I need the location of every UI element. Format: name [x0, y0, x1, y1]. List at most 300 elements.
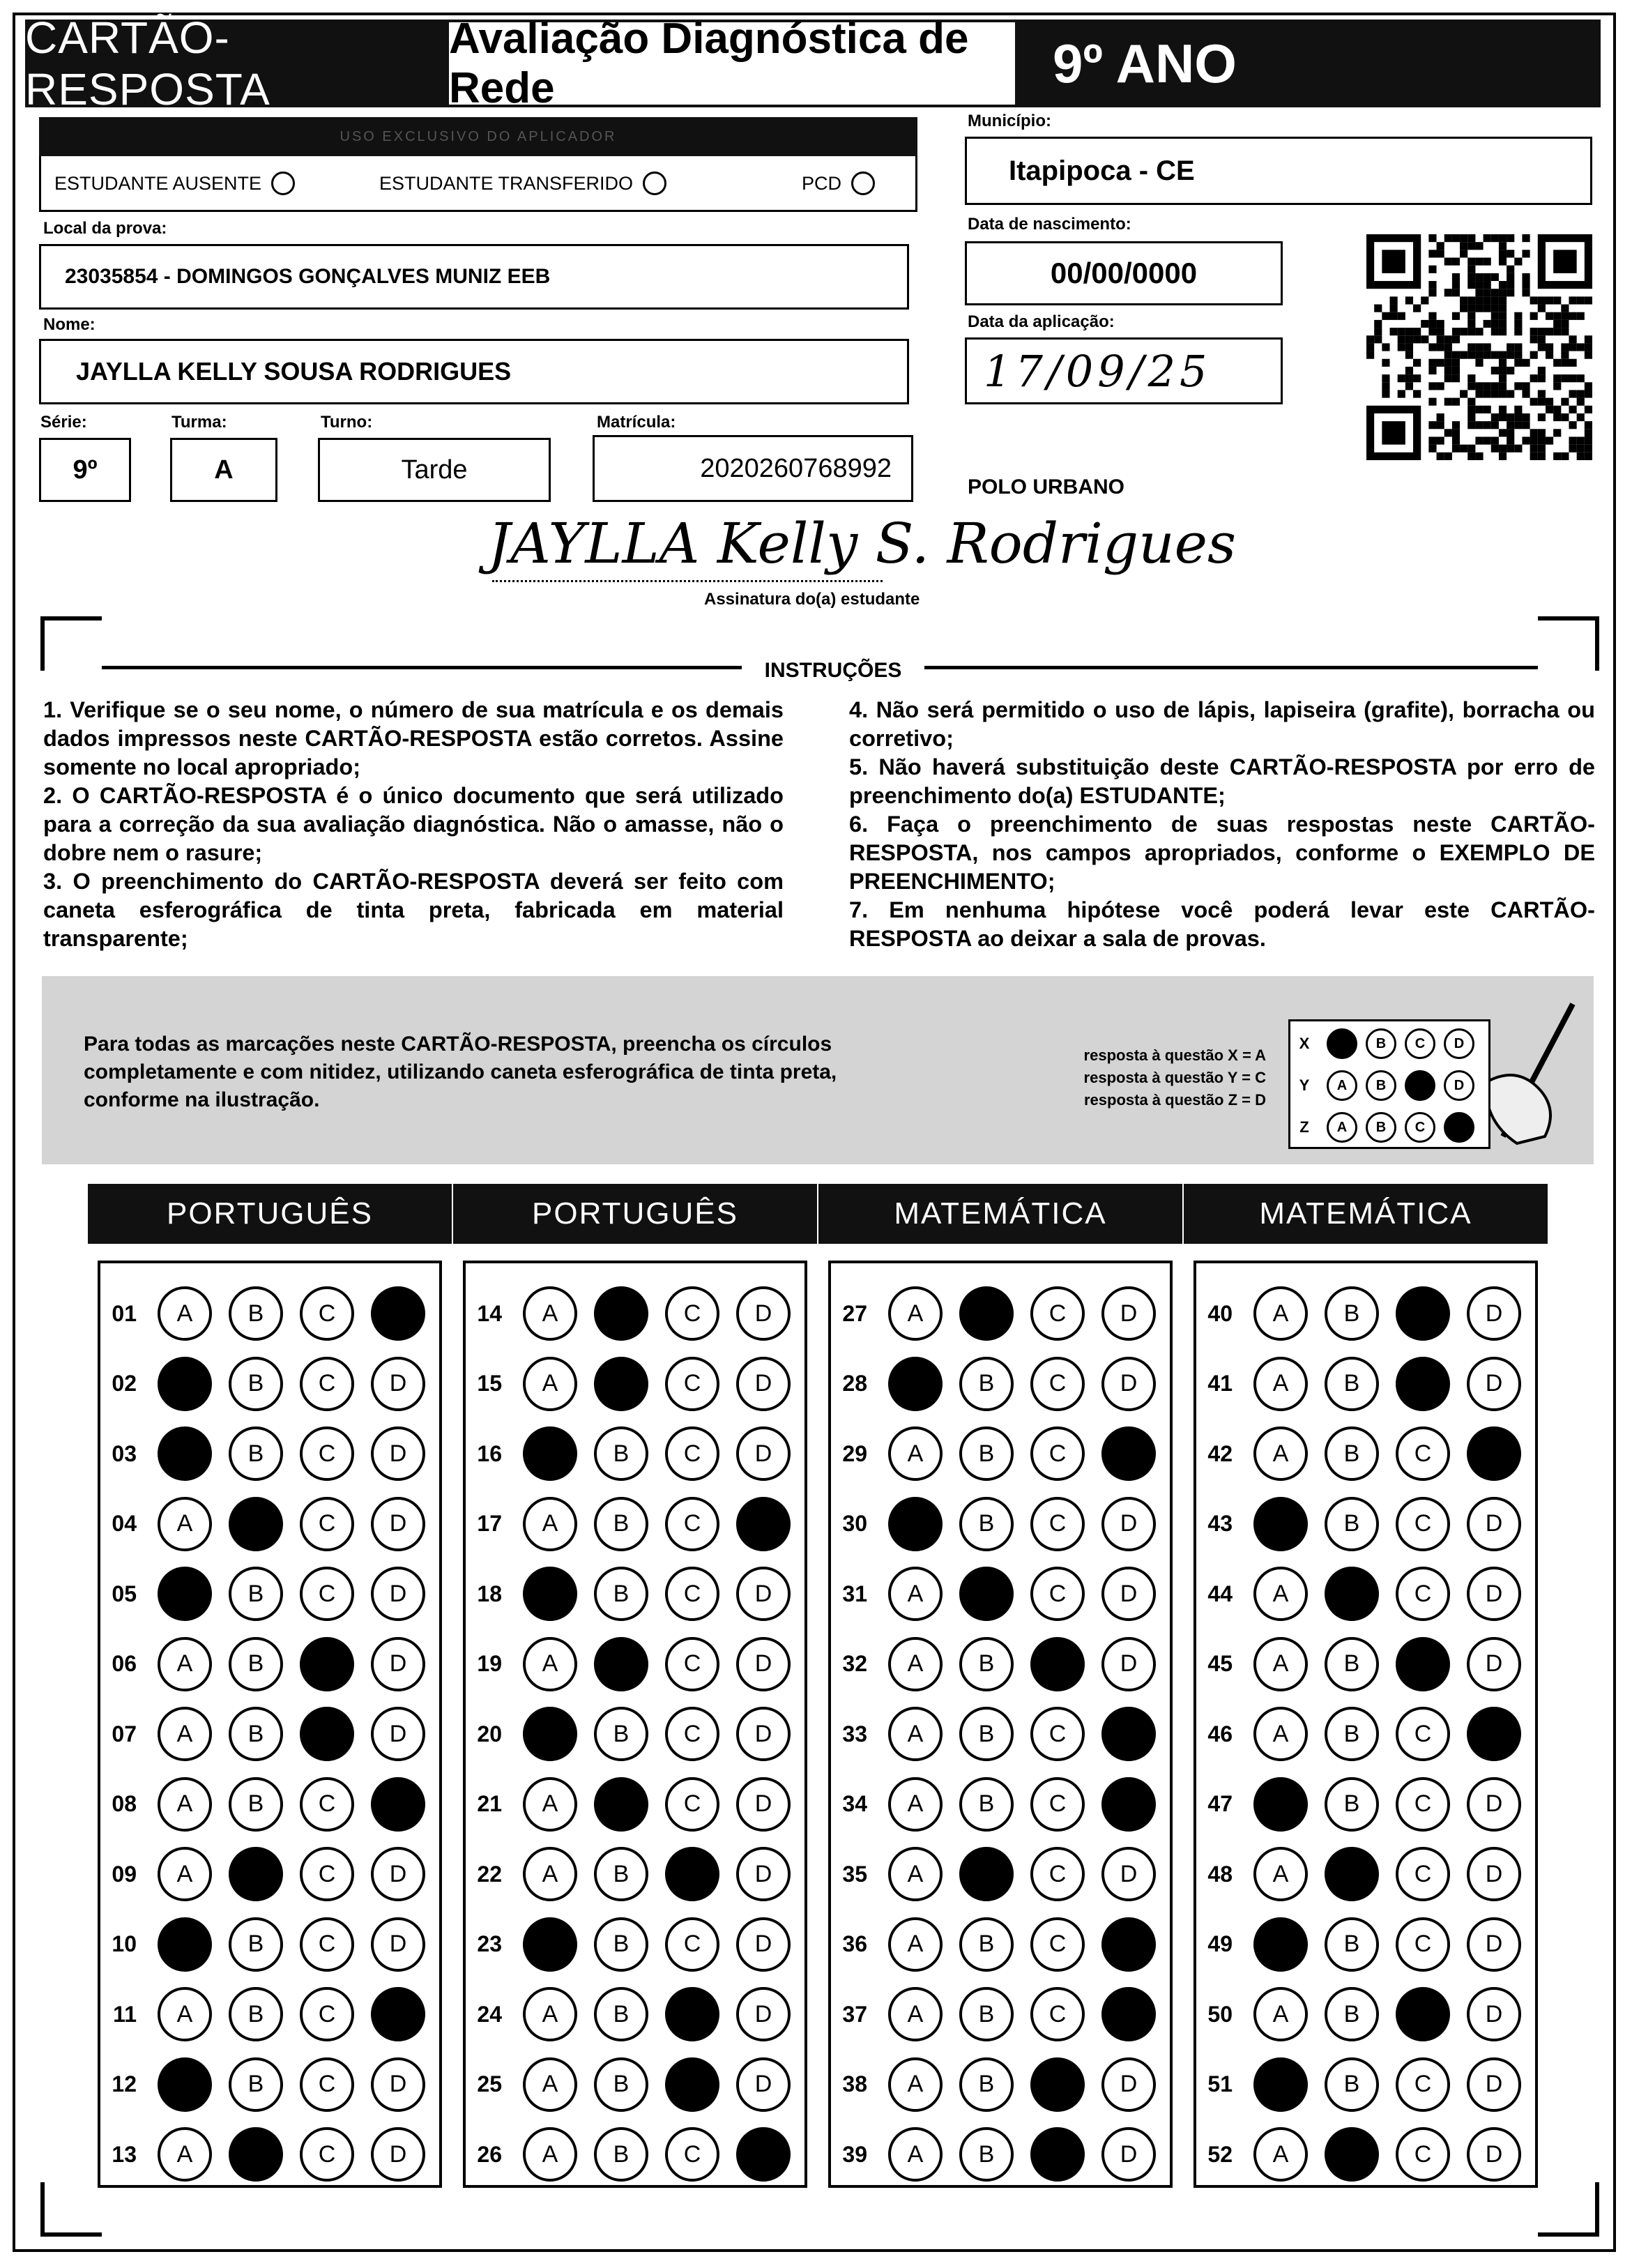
answer-bubble-b[interactable] [959, 1777, 1014, 1832]
answer-bubble-c[interactable] [1396, 1777, 1450, 1832]
answer-bubble-d[interactable] [371, 1637, 425, 1691]
example-question: Z [1299, 1118, 1309, 1136]
answer-bubble-c[interactable] [1030, 1847, 1085, 1901]
answer-bubble-c[interactable] [300, 1286, 354, 1341]
answer-bubble-b[interactable] [1325, 1497, 1379, 1551]
qr-module [1475, 351, 1483, 359]
matricula-field [593, 435, 913, 502]
answer-bubble-d[interactable] [371, 2057, 425, 2112]
bubble-letter: D [389, 2071, 407, 2097]
answer-bubble-c[interactable] [1030, 1777, 1085, 1832]
subject-header: MATEMÁTICA [818, 1184, 1182, 1244]
answer-bubble-a[interactable] [523, 1567, 577, 1621]
qr-module [1437, 382, 1444, 390]
answer-bubble-c[interactable] [300, 1497, 354, 1551]
answer-bubble-b[interactable] [959, 1847, 1014, 1901]
answer-bubble-c[interactable] [1030, 1637, 1085, 1691]
question-row [466, 2050, 791, 2119]
answer-bubble-c[interactable] [1030, 1286, 1085, 1341]
answer-bubble-d[interactable] [736, 1286, 791, 1341]
qr-module [1507, 273, 1514, 281]
answer-bubble-a[interactable] [158, 1426, 212, 1481]
answer-bubble-c[interactable] [1396, 1707, 1450, 1761]
answer-bubble-d[interactable] [1467, 1707, 1521, 1761]
answer-bubble-c[interactable] [665, 1707, 719, 1761]
answer-bubble-d[interactable] [1101, 1357, 1156, 1411]
answer-bubble-c[interactable] [1396, 1357, 1450, 1411]
bubble-letter: A [907, 1300, 924, 1327]
answer-bubble-b[interactable] [959, 1987, 1014, 2041]
answer-bubble-b[interactable] [229, 2127, 283, 2182]
answer-bubble-d[interactable] [736, 2127, 791, 2182]
bubble-letter: C [1414, 1860, 1432, 1887]
answer-bubble-c[interactable] [665, 1426, 719, 1481]
qr-module [1475, 273, 1483, 281]
question-row [1196, 1979, 1521, 2049]
answer-bubble-a[interactable] [523, 1707, 577, 1761]
answer-bubble-b[interactable] [594, 1497, 648, 1551]
answer-bubble-b[interactable] [959, 1286, 1014, 1341]
answer-bubble-d[interactable] [1101, 1637, 1156, 1691]
answer-bubble-c[interactable] [300, 1777, 354, 1832]
legend-item: resposta à questão X = A [1083, 1047, 1266, 1064]
answer-bubble-c[interactable] [1030, 1567, 1085, 1621]
qr-module [1460, 296, 1467, 304]
bubble-letter: D [1485, 2140, 1503, 2168]
qr-module [1366, 335, 1374, 343]
answer-bubble-d[interactable] [736, 1426, 791, 1481]
qr-module [1484, 421, 1491, 429]
answer-bubble-b[interactable] [959, 1426, 1014, 1481]
answer-bubble-c[interactable] [1030, 2057, 1085, 2112]
answer-bubble-a[interactable] [1253, 2127, 1308, 2182]
answer-bubble-d[interactable] [1467, 1847, 1521, 1901]
qr-module [1374, 305, 1382, 312]
answer-bubble-b[interactable] [1325, 1987, 1379, 2041]
answer-bubble-c[interactable] [1396, 1917, 1450, 1972]
instructions-rule-left [102, 666, 742, 669]
answer-bubble-d[interactable] [1101, 2127, 1156, 2182]
answer-bubble-a[interactable] [888, 1567, 943, 1621]
answer-bubble-d[interactable] [371, 1847, 425, 1901]
answer-bubble-d[interactable] [1467, 1357, 1521, 1411]
qr-module [1553, 406, 1561, 413]
answer-bubble-a[interactable] [523, 1637, 577, 1691]
turma-label: Turma: [171, 413, 227, 432]
answer-bubble-d[interactable] [1467, 2127, 1521, 2182]
answer-bubble-d[interactable] [1467, 1286, 1521, 1341]
absent-option[interactable] [54, 172, 295, 195]
qr-module [1475, 390, 1483, 397]
answer-bubble-d[interactable] [1101, 1286, 1156, 1341]
answer-bubble-d[interactable] [1467, 2057, 1521, 2112]
answer-bubble-a[interactable] [888, 1357, 943, 1411]
answer-bubble-b[interactable] [229, 1497, 283, 1551]
answer-bubble-a[interactable] [888, 1707, 943, 1761]
qr-module [1491, 445, 1499, 452]
answer-bubble-d[interactable] [736, 1707, 791, 1761]
qr-module [1444, 289, 1452, 296]
answer-bubble-b[interactable] [229, 1567, 283, 1621]
question-row [100, 1770, 425, 1839]
answer-bubble-c[interactable] [1030, 1917, 1085, 1972]
answer-bubble-d[interactable] [371, 1286, 425, 1341]
qr-module [1428, 250, 1436, 257]
qr-module [1444, 374, 1452, 382]
answer-bubble-c[interactable] [1396, 1987, 1450, 2041]
answer-bubble-a[interactable] [1253, 1917, 1308, 1972]
answer-bubble-c[interactable] [1030, 1707, 1085, 1761]
example-text: Para todas as marcações neste CARTÃO-RESPOSTA, preencha os círculos completamente e com nitidez, utilizando caneta esferográfica de tinta preta, conforme na ilustração. [84, 1033, 837, 1111]
answer-bubble-b[interactable] [959, 1637, 1014, 1691]
answer-bubble-c[interactable] [1030, 1357, 1085, 1411]
question-row [466, 1979, 791, 2049]
answer-bubble-a[interactable] [888, 1426, 943, 1481]
answer-bubble-c[interactable] [300, 2127, 354, 2182]
answer-bubble-c[interactable] [665, 1987, 719, 2041]
answer-bubble-a[interactable] [158, 1707, 212, 1761]
answer-bubble-a[interactable] [888, 1637, 943, 1691]
pcd-option[interactable] [802, 172, 875, 195]
question-number: 22 [477, 1861, 502, 1887]
answer-bubble-a[interactable] [888, 1286, 943, 1341]
corner-mark [1538, 616, 1599, 671]
answer-bubble-c[interactable] [665, 1847, 719, 1901]
transferred-circle[interactable] [643, 172, 666, 195]
answer-bubble-c[interactable] [1396, 1286, 1450, 1341]
qr-module [1428, 312, 1436, 320]
subject-header: MATEMÁTICA [1184, 1184, 1548, 1244]
qr-module [1475, 258, 1483, 266]
answer-bubble-a[interactable] [1253, 1567, 1308, 1621]
answer-bubble-b[interactable] [594, 1777, 648, 1832]
answer-bubble-c[interactable] [1396, 2057, 1450, 2112]
question-number: 24 [477, 2001, 502, 2027]
pcd-circle[interactable] [851, 172, 875, 195]
answer-bubble-d[interactable] [1101, 1847, 1156, 1901]
answer-bubble-d[interactable] [736, 1497, 791, 1551]
qr-module [1428, 328, 1436, 335]
answer-bubble-b[interactable] [1325, 1426, 1379, 1481]
answer-bubble-a[interactable] [158, 1987, 212, 2041]
answer-bubble-b[interactable] [594, 2127, 648, 2182]
answer-bubble-a[interactable] [523, 1497, 577, 1551]
answer-bubble-b[interactable] [229, 1286, 283, 1341]
answer-bubble-a[interactable] [888, 2057, 943, 2112]
answer-bubble-c[interactable] [665, 1357, 719, 1411]
answer-bubble-b[interactable] [229, 1847, 283, 1901]
answer-bubble-c[interactable] [300, 1847, 354, 1901]
bubble-letter: A [1272, 1580, 1289, 1607]
answer-bubble-a[interactable] [888, 1847, 943, 1901]
answer-bubble-c[interactable] [300, 1637, 354, 1691]
answer-bubble-a[interactable] [888, 1777, 943, 1832]
answer-bubble-c[interactable] [665, 1286, 719, 1341]
qr-module [1499, 258, 1507, 266]
answer-bubble-c[interactable] [1030, 1987, 1085, 2041]
answer-bubble-a[interactable] [523, 1917, 577, 1972]
matricula-label: Matrícula: [597, 413, 676, 432]
answer-bubble-c[interactable] [1396, 2127, 1450, 2182]
answer-bubble-a[interactable] [523, 1286, 577, 1341]
answer-bubble-b[interactable] [959, 1917, 1014, 1972]
answer-bubble-d[interactable] [371, 2127, 425, 2182]
answer-bubble-b[interactable] [1325, 1357, 1379, 1411]
bubble-letter: D [1120, 1300, 1138, 1327]
answer-bubble-a[interactable] [888, 1987, 943, 2041]
answer-bubble-c[interactable] [1396, 1426, 1450, 1481]
qr-module [1444, 234, 1452, 242]
answer-bubble-b[interactable] [594, 1847, 648, 1901]
answer-bubble-d[interactable] [1101, 1777, 1156, 1832]
qr-module [1467, 242, 1475, 250]
qr-module [1428, 281, 1436, 289]
answer-bubble-a[interactable] [158, 1497, 212, 1551]
answer-bubble-d[interactable] [371, 1917, 425, 1972]
answer-bubble-b[interactable] [959, 1567, 1014, 1621]
answer-bubble-b[interactable] [594, 1357, 648, 1411]
answer-bubble-c[interactable] [300, 1917, 354, 1972]
answer-bubble-a[interactable] [1253, 1426, 1308, 1481]
answer-bubble-b[interactable] [1325, 1286, 1379, 1341]
answer-bubble-c[interactable] [665, 2057, 719, 2112]
qr-module [1538, 413, 1546, 421]
bubble-letter: D [754, 1440, 772, 1467]
answer-bubble-a[interactable] [523, 1777, 577, 1832]
answer-bubble-d[interactable] [1467, 1497, 1521, 1551]
qr-module [1491, 413, 1499, 421]
answer-bubble-c[interactable] [665, 1637, 719, 1691]
answer-bubble-d[interactable] [1467, 1777, 1521, 1832]
answer-bubble-a[interactable] [888, 1497, 943, 1551]
question-row [1196, 1489, 1521, 1559]
answer-bubble-d[interactable] [736, 1637, 791, 1691]
answer-bubble-d[interactable] [1467, 1426, 1521, 1481]
qr-module [1452, 312, 1460, 320]
answer-bubble-d[interactable] [371, 1426, 425, 1481]
answer-bubble-b[interactable] [229, 1917, 283, 1972]
bubble-letter: B [247, 1580, 264, 1607]
qr-module [1475, 382, 1483, 390]
qr-module [1553, 382, 1561, 390]
answer-bubble-a[interactable] [1253, 1847, 1308, 1901]
qr-module [1538, 390, 1546, 397]
answer-bubble-b[interactable] [594, 2057, 648, 2112]
answer-bubble-d[interactable] [736, 2057, 791, 2112]
answer-bubble-b[interactable] [1325, 1707, 1379, 1761]
answer-bubble-a[interactable] [1253, 1707, 1308, 1761]
answer-bubble-a[interactable] [158, 1847, 212, 1901]
qr-module [1475, 296, 1483, 304]
answer-bubble-a[interactable] [158, 1357, 212, 1411]
answer-bubble-a[interactable] [1253, 1777, 1308, 1832]
answer-bubble-b[interactable] [229, 1987, 283, 2041]
absent-circle[interactable] [271, 172, 295, 195]
answer-bubble-a[interactable] [1253, 1637, 1308, 1691]
answer-bubble-a[interactable] [158, 2127, 212, 2182]
answer-bubble-d[interactable] [736, 1777, 791, 1832]
answer-bubble-b[interactable] [594, 1567, 648, 1621]
answer-bubble-b[interactable] [594, 1707, 648, 1761]
answer-bubble-c[interactable] [1396, 1567, 1450, 1621]
qr-module [1452, 335, 1460, 343]
qr-module [1452, 258, 1460, 266]
answer-bubble-a[interactable] [888, 2127, 943, 2182]
answer-bubble-c[interactable] [300, 2057, 354, 2112]
bubble-letter: A [176, 1510, 193, 1537]
answer-bubble-b[interactable] [1325, 1777, 1379, 1832]
answer-bubble-a[interactable] [523, 1987, 577, 2041]
answer-bubble-b[interactable] [229, 1357, 283, 1411]
answer-bubble-c[interactable] [1396, 1637, 1450, 1691]
answer-bubble-a[interactable] [1253, 1286, 1308, 1341]
answer-bubble-d[interactable] [736, 1567, 791, 1621]
example-bubble: C [1405, 1070, 1435, 1101]
answer-bubble-b[interactable] [1325, 1917, 1379, 1972]
answer-bubble-b[interactable] [1325, 2057, 1379, 2112]
answer-bubble-a[interactable] [523, 1357, 577, 1411]
qr-module [1507, 436, 1514, 444]
answer-bubble-d[interactable] [371, 1497, 425, 1551]
answer-bubble-b[interactable] [229, 1637, 283, 1691]
question-row [831, 1349, 1156, 1419]
answer-bubble-c[interactable] [1030, 1426, 1085, 1481]
answer-bubble-b[interactable] [594, 1987, 648, 2041]
example-question: X [1299, 1035, 1310, 1052]
qr-module [1507, 289, 1514, 296]
qr-module [1577, 445, 1585, 452]
answer-bubble-d[interactable] [371, 1357, 425, 1411]
answer-bubble-b[interactable] [594, 1917, 648, 1972]
answer-bubble-a[interactable] [1253, 1357, 1308, 1411]
answer-bubble-a[interactable] [158, 2057, 212, 2112]
answer-bubble-b[interactable] [229, 1777, 283, 1832]
transferred-option[interactable] [379, 172, 666, 195]
answer-panel [1194, 1261, 1538, 2188]
answer-bubble-b[interactable] [1325, 2127, 1379, 2182]
answer-bubble-b[interactable] [1325, 1637, 1379, 1691]
answer-bubble-a[interactable] [523, 2127, 577, 2182]
qr-module [1569, 335, 1576, 343]
answer-bubble-d[interactable] [1101, 1567, 1156, 1621]
answer-bubble-c[interactable] [665, 1497, 719, 1551]
answer-bubble-d[interactable] [1101, 1707, 1156, 1761]
answer-bubble-a[interactable] [158, 1777, 212, 1832]
answer-bubble-b[interactable] [959, 2127, 1014, 2182]
answer-bubble-d[interactable] [1467, 1637, 1521, 1691]
bubble-letter: C [1414, 1580, 1432, 1607]
qr-module [1398, 343, 1405, 351]
answer-bubble-b[interactable] [959, 2057, 1014, 2112]
question-row [1196, 1419, 1521, 1489]
question-number: 36 [842, 1931, 867, 1956]
answer-bubble-c[interactable] [665, 1777, 719, 1832]
answer-bubble-d[interactable] [1467, 1917, 1521, 1972]
answer-bubble-b[interactable] [229, 1426, 283, 1481]
municipality-label: Município: [968, 112, 1051, 130]
answer-bubble-c[interactable] [300, 1426, 354, 1481]
answer-bubble-d[interactable] [1101, 2057, 1156, 2112]
answer-bubble-b[interactable] [959, 1497, 1014, 1551]
answer-bubble-a[interactable] [523, 1847, 577, 1901]
answer-bubble-b[interactable] [1325, 1847, 1379, 1901]
qr-module [1467, 305, 1475, 312]
answer-bubble-c[interactable] [300, 1987, 354, 2041]
answer-bubble-d[interactable] [1101, 1987, 1156, 2041]
answer-bubble-b[interactable] [1325, 1567, 1379, 1621]
question-number: 01 [112, 1300, 137, 1326]
qr-module [1491, 296, 1499, 304]
answer-bubble-c[interactable] [300, 1567, 354, 1621]
answer-bubble-d[interactable] [736, 1357, 791, 1411]
qr-module [1577, 390, 1585, 397]
qr-module [1475, 406, 1483, 413]
answer-bubble-c[interactable] [665, 1917, 719, 1972]
question-row [831, 1699, 1156, 1769]
qr-module [1499, 406, 1507, 413]
answer-bubble-d[interactable] [736, 1917, 791, 1972]
answer-bubble-d[interactable] [371, 1777, 425, 1832]
question-number: 13 [112, 2141, 137, 2167]
bubble-letter: A [176, 1720, 193, 1747]
answer-bubble-c[interactable] [1396, 1497, 1450, 1551]
qr-module [1491, 390, 1499, 397]
answer-bubble-d[interactable] [1101, 1497, 1156, 1551]
answer-bubble-d[interactable] [1467, 1987, 1521, 2041]
bubble-letter: D [389, 1931, 407, 1957]
answer-bubble-c[interactable] [1030, 2127, 1085, 2182]
answer-bubble-c[interactable] [1396, 1847, 1450, 1901]
answer-bubble-a[interactable] [523, 1426, 577, 1481]
answer-bubble-b[interactable] [229, 1707, 283, 1761]
answer-bubble-d[interactable] [736, 1987, 791, 2041]
answer-bubble-a[interactable] [523, 2057, 577, 2112]
answer-bubble-b[interactable] [959, 1357, 1014, 1411]
qr-module [1569, 374, 1576, 382]
answer-bubble-b[interactable] [594, 1426, 648, 1481]
answer-bubble-a[interactable] [1253, 1497, 1308, 1551]
qr-module [1475, 343, 1483, 351]
answer-bubble-d[interactable] [736, 1847, 791, 1901]
answer-bubble-d[interactable] [371, 1567, 425, 1621]
answer-bubble-c[interactable] [300, 1357, 354, 1411]
qr-module [1452, 234, 1460, 242]
question-number: 18 [477, 1581, 502, 1606]
answer-bubble-c[interactable] [300, 1707, 354, 1761]
answer-bubble-a[interactable] [158, 1637, 212, 1691]
answer-bubble-b[interactable] [594, 1286, 648, 1341]
answer-bubble-b[interactable] [959, 1707, 1014, 1761]
answer-bubble-a[interactable] [1253, 1987, 1308, 2041]
qr-module [1553, 429, 1561, 436]
answer-bubble-c[interactable] [665, 2127, 719, 2182]
answer-bubble-b[interactable] [229, 2057, 283, 2112]
answer-bubble-d[interactable] [371, 1987, 425, 2041]
answer-bubble-a[interactable] [888, 1917, 943, 1972]
answer-bubble-d[interactable] [1101, 1917, 1156, 1972]
answer-bubble-c[interactable] [665, 1567, 719, 1621]
answer-bubble-d[interactable] [1101, 1426, 1156, 1481]
answer-bubble-a[interactable] [158, 1286, 212, 1341]
answer-bubble-b[interactable] [594, 1637, 648, 1691]
answer-bubble-d[interactable] [1467, 1567, 1521, 1621]
qr-module [1569, 421, 1576, 429]
answer-bubble-a[interactable] [158, 1567, 212, 1621]
answer-bubble-a[interactable] [158, 1917, 212, 1972]
answer-bubble-a[interactable] [1253, 2057, 1308, 2112]
answer-bubble-c[interactable] [1030, 1497, 1085, 1551]
answer-bubble-d[interactable] [371, 1707, 425, 1761]
